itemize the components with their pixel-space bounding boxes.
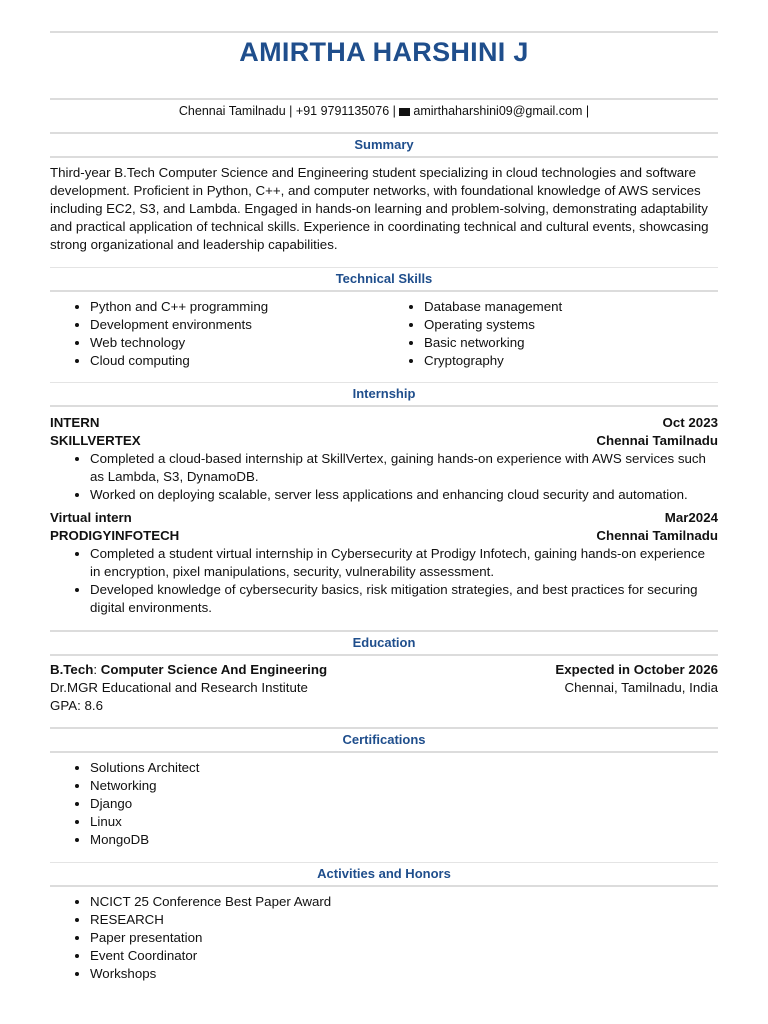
skill-item: • Basic networking [424, 334, 718, 352]
envelope-icon [399, 108, 410, 116]
activity-item: • Workshops [90, 965, 718, 983]
activity-item: • NCICT 25 Conference Best Paper Award [90, 893, 718, 911]
date: Expected in October 2026 [555, 662, 718, 677]
section-header-activities: Activities and Honors [50, 862, 718, 887]
section-header-internship: Internship [50, 382, 718, 407]
skill-item: • Cryptography [424, 352, 718, 370]
bullet: • Developed knowledge of cybersecurity basics, risk mitigation strategies, and best practices for securing digital environments. [90, 581, 718, 617]
location: Chennai, Tamilnadu, India [564, 680, 718, 695]
gpa: GPA: 8.6 [50, 698, 103, 713]
activity-item: • RESEARCH [90, 911, 718, 929]
divider [50, 98, 718, 100]
skills-list [50, 298, 718, 370]
section-header-summary: Summary [50, 132, 718, 158]
skill-item: • Web technology [90, 334, 384, 352]
bullet: • Worked on deploying scalable, server less applications and enhancing cloud security and automation. [90, 486, 718, 504]
contact-location: Chennai Tamilnadu | [178, 104, 293, 118]
date: Oct 2023 [662, 415, 718, 430]
certification-item: • Linux [90, 813, 718, 831]
company: SKILLVERTEX [50, 433, 141, 448]
divider [50, 31, 718, 33]
bullet: • Completed a cloud-based internship at SkillVertex, gaining hands-on experience with AWS services such as Lambda, S3, DynamoDB. [90, 450, 718, 486]
bullet: • Completed a student virtual internship in Cybersecurity at Prodigy Infotech, gaining hands-on experience in encryption, pixel manipulations, security, vulnerability assessment. [90, 545, 718, 581]
candidate-name: AMIRTHA HARSHINI J [239, 37, 529, 67]
section-header-skills: Technical Skills [50, 267, 718, 292]
date: Mar2024 [664, 510, 718, 525]
section-header-education: Education [50, 630, 718, 656]
location: Chennai Tamilnadu [596, 528, 718, 543]
contact-email[interactable]: amirthaharshini09@gmail.com | [413, 104, 590, 118]
skill-item: • Database management [424, 298, 718, 316]
skill-item: • Operating systems [424, 316, 718, 334]
certifications-list [50, 759, 718, 849]
summary-text: Third-year B.Tech Computer Science and Engineering student specializing in cloud technologies and software development. Proficient in Python, C++, and computer networks, with foundational knowledge of AWS services including EC2, S3, and Lambda. Engaged in hands-on learning and problem-solving, demonstrating adaptability and practical application of technical skills. Experience in coordinating technical and cultural events, showcasing strong organizational and leadership capabilities. [50, 165, 709, 252]
summary-text-block [50, 164, 718, 254]
certification-item: • Solutions Architect [90, 759, 718, 777]
education-entry [50, 661, 718, 715]
internship-entry [50, 509, 718, 617]
activity-item: • Paper presentation [90, 929, 718, 947]
role: INTERN [50, 415, 100, 430]
certification-item: • Networking [90, 777, 718, 795]
certification-item: • MongoDB [90, 831, 718, 849]
skills-left [50, 298, 384, 370]
contact-phone: +91 9791135076 | [295, 104, 396, 118]
contact-line [50, 104, 718, 118]
certification-item: • Django [90, 795, 718, 813]
section-header-certifications: Certifications [50, 727, 718, 753]
skill-item: • Cloud computing [90, 352, 384, 370]
internship-entry [50, 414, 718, 504]
skill-item: • Python and C++ programming [90, 298, 384, 316]
company: PRODIGYINFOTECH [50, 528, 180, 543]
role: Virtual intern [50, 510, 132, 525]
degree: B.Tech [50, 662, 94, 677]
skill-item: • Development environments [90, 316, 384, 334]
institute: Dr.MGR Educational and Research Institute [50, 680, 308, 695]
activity-item: • Event Coordinator [90, 947, 718, 965]
activities-list [50, 893, 718, 983]
location: Chennai Tamilnadu [596, 433, 718, 448]
degree-separator: : [93, 662, 101, 677]
skills-right [384, 298, 718, 370]
field: Computer Science And Engineering [100, 662, 328, 677]
